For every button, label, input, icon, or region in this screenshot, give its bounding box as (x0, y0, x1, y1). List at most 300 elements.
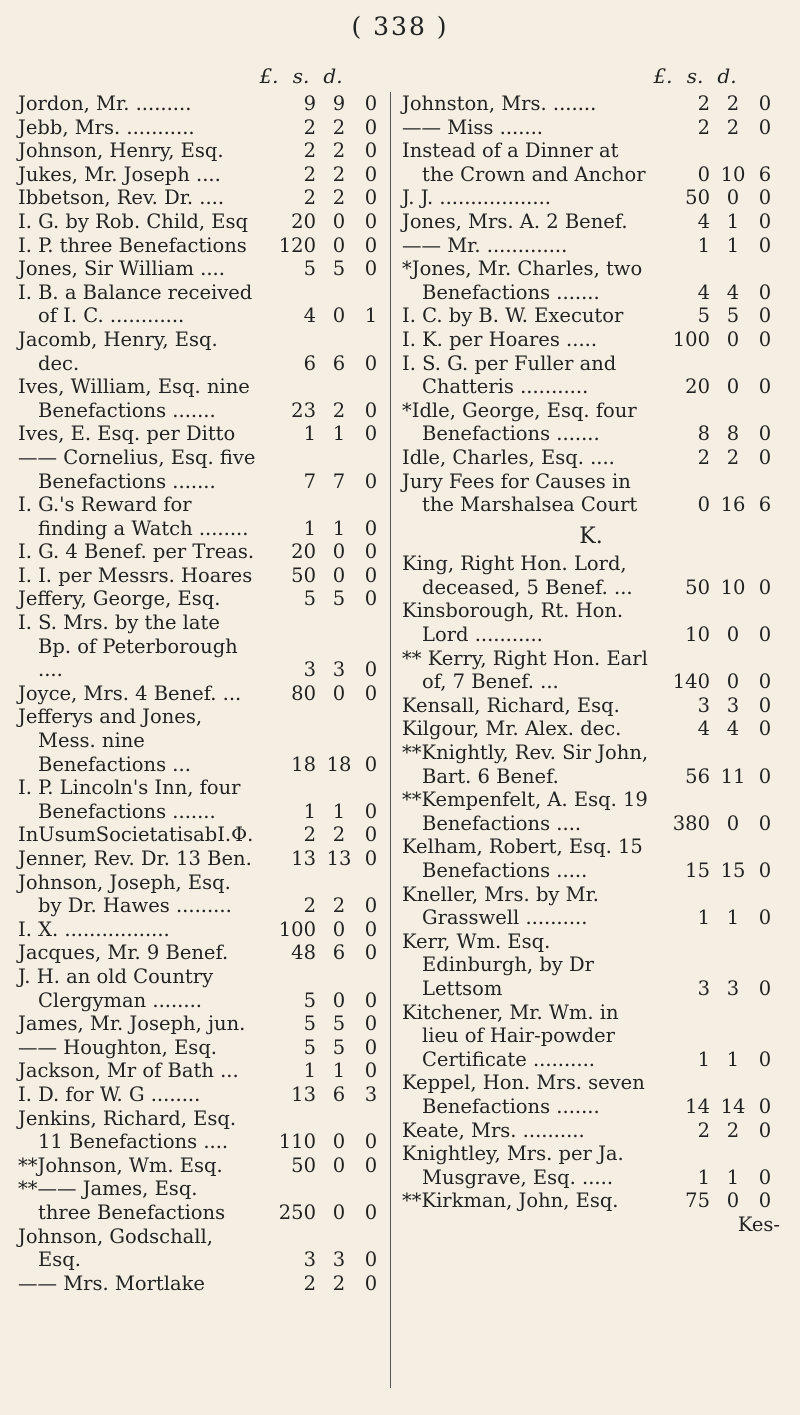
entry-amount (258, 682, 386, 706)
entry-name: I. P. Lincoln's Inn, four Benefactions ....... (18, 776, 241, 823)
shillings-value: 2 (726, 1118, 740, 1142)
pence-value: 0 (758, 623, 772, 647)
pounds-value: 3 (697, 693, 710, 717)
entry-amount (652, 812, 780, 836)
entry-amount (258, 399, 386, 423)
entry-amount (652, 281, 780, 305)
shillings-value: 8 (726, 422, 740, 446)
entry-name: J. J. .................. (402, 186, 551, 210)
entry-amount (258, 304, 386, 328)
pence-value: 0 (364, 917, 378, 941)
pence-value: 0 (364, 1153, 378, 1177)
pounds-value: 1 (697, 1047, 710, 1071)
entry-amount (258, 210, 386, 234)
pence-value: 0 (364, 162, 378, 186)
pounds-value: 5 (303, 1035, 316, 1059)
pence-value: 0 (364, 894, 378, 918)
shillings-value: 1 (332, 422, 346, 446)
shillings-value: 11 (720, 764, 746, 788)
entry-name: James, Mr. Joseph, jun. (18, 1012, 246, 1036)
pence-header: d. (323, 64, 343, 88)
pence-value: 0 (364, 92, 378, 115)
ledger-entry (18, 210, 386, 234)
pence-value: 0 (364, 469, 378, 493)
entry-amount (258, 1201, 386, 1225)
entry-amount (652, 304, 780, 328)
shillings-value: 10 (720, 162, 746, 186)
entry-amount (652, 210, 780, 234)
ledger-entry (402, 694, 780, 718)
entry-amount (258, 847, 386, 871)
shillings-value: 0 (332, 233, 346, 257)
shillings-value: 0 (332, 681, 346, 705)
entry-amount (258, 894, 386, 918)
entry-name: Knightley, Mrs. per Ja. Musgrave, Esq. ..... (402, 1142, 624, 1189)
pounds-value: 1 (303, 516, 316, 540)
ledger-entry (18, 163, 386, 187)
ledger-entry (18, 234, 386, 258)
shillings-value: 0 (726, 327, 740, 351)
entry-amount (652, 375, 780, 399)
entry-name: —— Mrs. Mortlake (18, 1271, 205, 1295)
ledger-entry (402, 210, 780, 234)
pence-value: 0 (364, 209, 378, 233)
ledger-entry (18, 1036, 386, 1060)
entry-amount (258, 1248, 386, 1272)
entry-amount (258, 800, 386, 824)
pounds-value: 2 (303, 139, 316, 163)
entry-amount (652, 906, 780, 930)
pence-value: 0 (758, 1094, 772, 1118)
pounds-value: 50 (291, 1153, 316, 1177)
entry-name: Jacomb, Henry, Esq. dec. (18, 327, 218, 375)
entry-amount (258, 918, 386, 942)
pence-value: 0 (758, 422, 772, 446)
shillings-value: 9 (332, 92, 346, 115)
pence-value: 0 (364, 1035, 378, 1059)
pence-value: 0 (758, 670, 772, 694)
pounds-value: 5 (303, 988, 316, 1012)
ledger-entry (18, 587, 386, 611)
entry-name: *Idle, George, Esq. four Benefactions ....... (402, 398, 637, 446)
entry-amount (258, 1012, 386, 1036)
pence-value: 0 (364, 1248, 378, 1272)
entry-name: ** Kerry, Right Hon. Earl of, 7 Benef. ... (402, 646, 648, 694)
shillings-value: 3 (726, 693, 740, 717)
entry-amount (652, 623, 780, 647)
shillings-value: 16 (720, 493, 746, 517)
ledger-entry (402, 930, 780, 1001)
entry-name: Jukes, Mr. Joseph .... (18, 162, 221, 186)
ledger-entry (402, 234, 780, 258)
ledger-entry (402, 835, 780, 882)
entry-name: Kneller, Mrs. by Mr. Grasswell .......... (402, 882, 599, 930)
pounds-value: 5 (303, 587, 316, 611)
ledger-entry (402, 741, 780, 788)
shillings-value: 0 (726, 1189, 740, 1213)
pence-value: 0 (758, 1189, 772, 1213)
pounds-value: 7 (303, 469, 316, 493)
pounds-value: 8 (697, 422, 710, 446)
entry-amount (258, 1036, 386, 1060)
entry-name: —— Houghton, Esq. (18, 1035, 217, 1059)
pence-value: 0 (758, 1047, 772, 1071)
pence-value: 0 (364, 587, 378, 611)
pounds-value: 9 (303, 92, 316, 115)
entry-name: I. I. per Messrs. Hoares (18, 563, 253, 587)
pounds-value: 50 (291, 563, 316, 587)
pounds-value: 5 (303, 1012, 316, 1036)
pence-value: 0 (364, 398, 378, 422)
entry-name: Jenkins, Richard, Esq. 11 Benefactions .... (18, 1106, 237, 1154)
ledger-entry (18, 92, 386, 116)
section-j-continued (402, 92, 780, 517)
pounds-value: 2 (303, 1271, 316, 1295)
entry-name: Joyce, Mrs. 4 Benef. ... (18, 681, 242, 705)
pounds-value: 4 (697, 209, 710, 233)
shillings-value: 7 (332, 469, 346, 493)
ledger-entry (402, 788, 780, 835)
pence-value: 0 (364, 422, 378, 446)
entry-name: Keppel, Hon. Mrs. seven Benefactions ....... (402, 1071, 645, 1118)
entry-name: Kitchener, Mr. Wm. in lieu of Hair-powder Certificate .......... (402, 1000, 619, 1071)
right-currency-header (650, 64, 740, 88)
shillings-value: 6 (332, 941, 346, 965)
pounds-value: 380 (672, 811, 710, 835)
ledger-entry (18, 564, 386, 588)
page-number: ( 338 ) (351, 12, 449, 41)
shillings-value: 6 (332, 1082, 346, 1106)
entry-name: **—— James, Esq. three Benefactions (18, 1177, 226, 1224)
entry-name: Kelham, Robert, Esq. 15 Benefactions ..... (402, 835, 643, 882)
shillings-value: 2 (332, 823, 346, 847)
entry-amount (258, 116, 386, 140)
shillings-value: 18 (326, 752, 352, 776)
ledger-entry (402, 186, 780, 210)
ledger-entry (18, 682, 386, 706)
pounds-value: 2 (697, 1118, 710, 1142)
pounds-value: 6 (303, 351, 316, 375)
pence-value: 0 (758, 764, 772, 788)
ledger-entry (18, 1083, 386, 1107)
pounds-value: 1 (697, 906, 710, 930)
pounds-value: 4 (303, 304, 316, 328)
ledger-entry (402, 1142, 780, 1189)
pence-value: 0 (364, 1200, 378, 1224)
entry-name: I. S. Mrs. by the late Bp. of Peterborough .... (18, 611, 238, 682)
pounds-value: 0 (697, 162, 710, 186)
ledger-entry (18, 1154, 386, 1178)
pounds-value: 110 (278, 1130, 316, 1154)
shillings-value: 13 (326, 847, 352, 870)
pence-value: 0 (364, 1012, 378, 1036)
shillings-value: 5 (332, 1012, 346, 1036)
entry-name: Johnson, Godschall, Esq. (18, 1224, 213, 1272)
shillings-value: 1 (332, 516, 346, 540)
pence-value: 0 (364, 941, 378, 965)
ledger-entry (402, 1071, 780, 1118)
entry-amount (258, 257, 386, 281)
entry-amount (652, 92, 780, 116)
pence-value: 0 (758, 1118, 772, 1142)
entry-name: Jackson, Mr of Bath ... (18, 1059, 239, 1083)
entry-amount (258, 234, 386, 258)
pence-value: 0 (758, 1165, 772, 1189)
shillings-value: 5 (332, 1035, 346, 1059)
entry-name: Keate, Mrs. .......... (402, 1118, 585, 1142)
entry-name: I. G. by Rob. Child, Esq (18, 209, 248, 233)
pence-value: 0 (364, 563, 378, 587)
entry-amount (652, 422, 780, 446)
shillings-header: s. (686, 64, 704, 88)
pounds-value: 14 (685, 1094, 710, 1118)
shillings-value: 0 (332, 1130, 346, 1154)
entry-amount (258, 587, 386, 611)
shillings-value: 1 (726, 209, 740, 233)
ledger-entry (402, 92, 780, 116)
entry-name: J. H. an old Country Clergyman ........ (18, 964, 214, 1012)
ledger-entry (18, 611, 386, 682)
pence-value: 0 (364, 257, 378, 281)
shillings-value: 5 (332, 587, 346, 611)
shillings-value: 1 (726, 1165, 740, 1189)
shillings-value: 3 (332, 658, 346, 682)
entry-amount (652, 1119, 780, 1143)
ledger-entry (18, 446, 386, 493)
ledger-entry (402, 717, 780, 741)
entry-name: Ives, William, Esq. nine Benefactions ....... (18, 375, 250, 422)
pounds-value: 120 (278, 233, 316, 257)
shillings-value: 2 (332, 1271, 346, 1295)
pence-value: 0 (364, 115, 378, 139)
entry-amount (652, 446, 780, 470)
pence-value: 0 (758, 906, 772, 930)
pence-value: 0 (364, 1130, 378, 1154)
pence-value: 0 (758, 811, 772, 835)
shillings-value: 0 (332, 209, 346, 233)
shillings-value: 5 (332, 257, 346, 281)
pence-value: 0 (758, 233, 772, 257)
pounds-value: 100 (278, 917, 316, 941)
catchword: Kes- (737, 1212, 780, 1236)
ledger-entry (402, 1189, 780, 1213)
pounds-value: 2 (697, 115, 710, 139)
column-divider (390, 92, 391, 1388)
pounds-value: 2 (697, 92, 710, 115)
shillings-value: 3 (332, 1248, 346, 1272)
ledger-entry (18, 776, 386, 823)
entry-name: I. B. a Balance received of I. C. ............ (18, 280, 253, 328)
entry-name: Jones, Sir William .... (18, 257, 225, 281)
ledger-entry (18, 493, 386, 540)
pounds-value: 2 (303, 823, 316, 847)
pence-value: 0 (758, 186, 772, 210)
ledger-entry (18, 375, 386, 422)
entry-amount (652, 694, 780, 718)
pence-value: 1 (364, 304, 378, 328)
entry-name: I. D. for W. G ........ (18, 1082, 201, 1106)
pounds-value: 15 (685, 859, 710, 882)
shillings-value: 0 (726, 186, 740, 210)
ledger-entry (18, 823, 386, 847)
shillings-value: 1 (726, 1047, 740, 1071)
shillings-value: 0 (332, 304, 346, 328)
pounds-value: 1 (697, 233, 710, 257)
entry-amount (652, 670, 780, 694)
entry-name: Jordon, Mr. ......... (18, 92, 192, 115)
pounds-value: 2 (303, 162, 316, 186)
pounds-value: 23 (291, 398, 316, 422)
pounds-value: 4 (697, 717, 710, 741)
ledger-entry (402, 552, 780, 599)
pence-value: 0 (758, 304, 772, 328)
shillings-value: 1 (726, 906, 740, 930)
entry-amount (258, 1154, 386, 1178)
ledger-entry (18, 186, 386, 210)
ledger-entry (18, 918, 386, 942)
shillings-value: 0 (726, 375, 740, 399)
shillings-header: s. (292, 64, 310, 88)
ledger-entry (18, 1177, 386, 1224)
pounds-value: 250 (278, 1200, 316, 1224)
entry-name: Kinsborough, Rt. Hon. Lord ........... (402, 599, 624, 647)
ledger-entry (402, 257, 780, 304)
ledger-entry (18, 139, 386, 163)
pence-value: 0 (364, 799, 378, 823)
entry-name: Kensall, Richard, Esq. (402, 693, 620, 717)
shillings-value: 2 (332, 115, 346, 139)
pence-value: 0 (364, 1059, 378, 1083)
pounds-value: 3 (303, 1248, 316, 1272)
pence-value: 0 (364, 139, 378, 163)
entry-name: Jacques, Mr. 9 Benef. (18, 941, 229, 965)
pounds-value: 13 (291, 1082, 316, 1106)
pounds-value: 2 (303, 115, 316, 139)
shillings-value: 1 (332, 1059, 346, 1083)
pence-value: 0 (758, 445, 772, 469)
entry-name: I. K. per Hoares ..... (402, 327, 598, 351)
shillings-value: 0 (332, 988, 346, 1012)
ledger-entry (18, 540, 386, 564)
ledger-entry (402, 599, 780, 646)
pounds-value: 1 (303, 799, 316, 823)
shillings-value: 0 (332, 917, 346, 941)
ledger-entry (402, 470, 780, 517)
entry-amount (652, 186, 780, 210)
ledger-entry (18, 281, 386, 328)
pence-value: 6 (758, 493, 772, 517)
entry-amount (258, 352, 386, 376)
entry-name: **Kempenfelt, A. Esq. 19 Benefactions .... (402, 788, 648, 835)
pence-value: 0 (364, 752, 378, 776)
entry-amount (652, 163, 780, 187)
shillings-value: 1 (726, 233, 740, 257)
ledger-entry (18, 328, 386, 375)
pence-value: 0 (758, 575, 772, 599)
entry-amount (652, 328, 780, 352)
entry-amount (652, 765, 780, 789)
pounds-value: 20 (291, 209, 316, 233)
entry-name: Jury Fees for Causes in the Marshalsea Court (402, 469, 638, 517)
pounds-value: 56 (685, 764, 710, 788)
ledger-entry (18, 871, 386, 918)
pence-value: 0 (364, 540, 378, 564)
ledger-entry (402, 1001, 780, 1072)
pence-value: 0 (758, 859, 772, 882)
pounds-value: 3 (697, 976, 710, 1000)
entry-name: Johnston, Mrs. ....... (402, 92, 597, 115)
pounds-value: 1 (697, 1165, 710, 1189)
entry-amount (652, 717, 780, 741)
ledger-entry (402, 328, 780, 352)
shillings-value: 1 (332, 799, 346, 823)
pounds-value: 0 (697, 493, 710, 517)
shillings-value: 2 (332, 162, 346, 186)
entry-amount (258, 139, 386, 163)
entry-name: I. C. by B. W. Executor (402, 304, 624, 328)
pence-value: 0 (364, 658, 378, 682)
entry-amount (652, 1048, 780, 1072)
pence-value: 0 (758, 693, 772, 717)
shillings-value: 10 (720, 575, 746, 599)
pounds-value: 75 (685, 1189, 710, 1213)
shillings-value: 2 (726, 115, 740, 139)
shillings-value: 2 (332, 398, 346, 422)
pounds-value: 5 (697, 304, 710, 328)
entry-name: **Knightly, Rev. Sir John, Bart. 6 Benef. (402, 741, 649, 788)
ledger-entry (18, 1272, 386, 1296)
shillings-value: 3 (726, 976, 740, 1000)
ledger-entry (18, 847, 386, 871)
entry-amount (652, 576, 780, 600)
pounds-value: 4 (697, 280, 710, 304)
ledger-entry (18, 1107, 386, 1154)
shillings-value: 2 (726, 445, 740, 469)
entry-amount (258, 564, 386, 588)
ledger-entry (18, 941, 386, 965)
pounds-value: 100 (672, 327, 710, 351)
pounds-value: 1 (303, 1059, 316, 1083)
ledger-entry (402, 446, 780, 470)
pounds-value: 13 (291, 847, 316, 870)
pounds-value: 50 (685, 186, 710, 210)
left-column (18, 92, 386, 1295)
entry-amount (258, 422, 386, 446)
entry-amount (258, 92, 386, 116)
entry-name: Kilgour, Mr. Alex. dec. (402, 717, 622, 741)
shillings-value: 0 (332, 540, 346, 564)
entry-amount (258, 186, 386, 210)
entry-name: I. S. G. per Fuller and Chatteris ........... (402, 351, 617, 399)
pence-header: d. (717, 64, 737, 88)
pence-value: 0 (364, 847, 378, 870)
shillings-value: 0 (726, 670, 740, 694)
entry-name: Jebb, Mrs. ........... (18, 115, 195, 139)
pounds-value: 20 (685, 375, 710, 399)
entry-name: Jones, Mrs. A. 2 Benef. (402, 209, 628, 233)
shillings-value: 2 (332, 186, 346, 210)
shillings-value: 6 (332, 351, 346, 375)
pounds-value: 5 (303, 257, 316, 281)
entry-name: I. X. ................. (18, 917, 170, 941)
pounds-header: £. (653, 64, 673, 88)
pence-value: 0 (364, 233, 378, 257)
section-heading-k: K. (579, 523, 603, 549)
pounds-value: 18 (291, 752, 316, 776)
ledger-entry (402, 883, 780, 930)
ledger-entry (402, 352, 780, 399)
entry-amount (258, 163, 386, 187)
